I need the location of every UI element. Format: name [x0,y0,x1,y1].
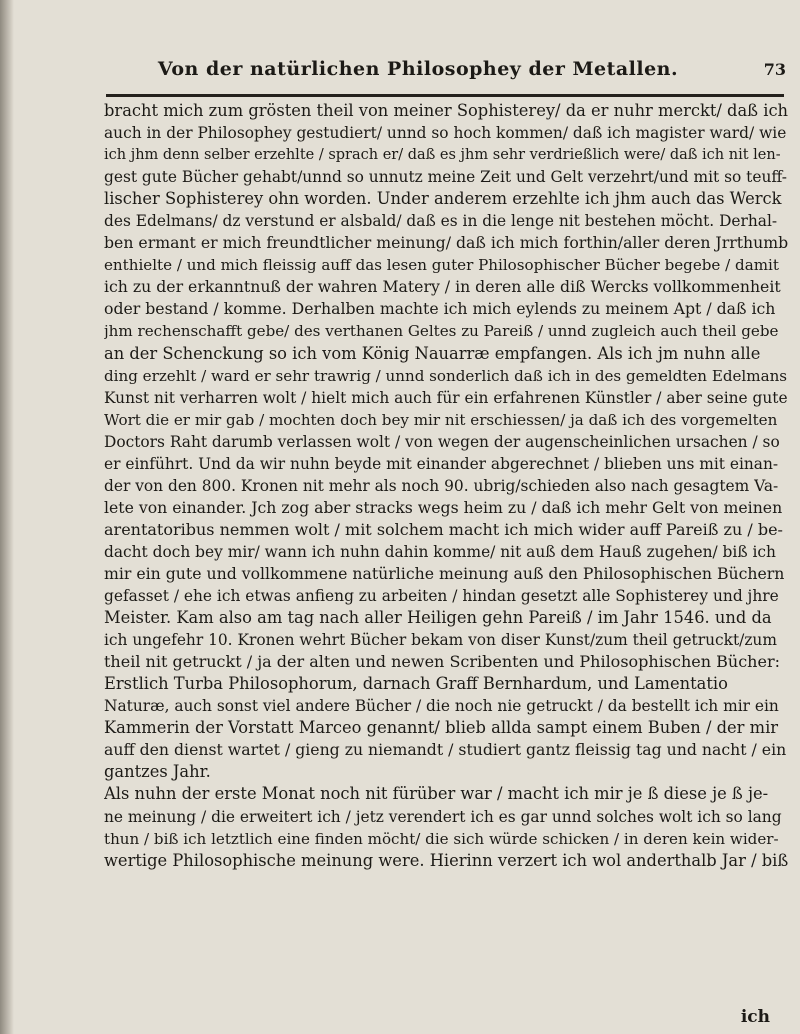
text-line: lete von einander. Jch zog aber stracks wegs heim zu / daß ich mehr Gelt von meinen [104,497,783,517]
book-spine-shadow [0,0,14,1034]
text-line: ich jhm denn selber erzehlte / sprach er/ daß es jhm sehr verdrießlich were/ daß ich nit len- [104,147,781,164]
text-line: Wort die er mir gab / mochten doch bey mir nit erschiessen/ ja daß ich des vorgemelten [104,410,778,429]
text-line: Naturæ, auch sonst viel andere Bücher / die noch nie getruckt / da bestellt ich mir ein [104,697,779,716]
text-line: ich zu der erkanntnuß der wahren Matery / in deren alle diß Wercks vollkommenheit [104,277,781,297]
text-line: gefasset / ehe ich etwas anfieng zu arbeiten / hindan gesetzt alle Sophisterey und jhre [104,587,779,606]
text-line: thun / biß ich letztlich eine finden möcht/ die sich würde schicken / in deren kein wider- [104,829,779,848]
text-line: arentatoribus nemmen wolt / mit solchem macht ich mich wider auff Pareiß zu / be- [104,519,783,539]
text-line: gest gute Bücher gehabt/unnd so unnutz meine Zeit und Gelt verzehrt/und mit so teuff- [104,168,787,187]
text-line: gantzes Jahr. [104,762,211,782]
text-line: theil nit getruckt / ja der alten und newen Scribenten und Philosophischen Bücher: [104,652,780,672]
text-line: Meister. Kam also am tag nach aller Heiligen gehn Pareiß / im Jahr 1546. und da [104,608,772,628]
header-rule [106,94,784,97]
text-line: lischer Sophisterey ohn worden. Under anderem erzehlte ich jhm auch das Werck [104,189,782,209]
text-line: auch in der Philosophey gestudiert/ unnd so hoch kommen/ daß ich magister ward/ wie [104,124,787,143]
catchword: ich [740,1007,770,1027]
page-number: 73 [763,60,786,79]
text-line: ben ermant er mich freundtlicher meinung/ daß ich mich forthin/aller deren Jrrthumb [104,233,788,253]
text-line: auff den dienst wartet / gieng zu niemandt / studiert gantz fleissig tag und nacht / ein [104,740,787,760]
text-line: jhm rechenschafft gebe/ des verthanen Geltes zu Pareiß / unnd zugleich auch theil gebe [104,322,779,341]
text-line: dacht doch bey mir/ wann ich nuhn dahin komme/ nit auß dem Hauß zugehen/ biß ich [104,542,776,561]
text-line: ich ungefehr 10. Kronen wehrt Bücher bekam von diser Kunst/zum theil getruckt/zum [104,631,777,650]
text-line: Als nuhn der erste Monat noch nit fürüber war / macht ich mir je ß diese je ß je- [104,784,769,804]
text-line: des Edelmans/ dz verstund er alsbald/ daß es in die lenge nit bestehen möcht. Derhal- [104,212,778,231]
text-line: ne meinung / die erweitert ich / jetz verendert ich es gar unnd solches wolt ich so lang [104,807,782,826]
text-line: Kunst nit verharren wolt / hielt mich auch für ein erfahrenen Künstler / aber seine gute [104,388,788,407]
text-line: Kammerin der Vorstatt Marceo genannt/ blieb allda sampt einem Buben / der mir [104,718,779,738]
text-line: der von den 800. Kronen nit mehr als noch 90. ubrig/schieden also nach gesagtem Va- [104,476,779,495]
running-head: Von der natürlichen Philosophey der Metallen. [157,58,679,80]
text-line: ding erzehlt / ward er sehr trawrig / unnd sonderlich daß ich in des gemeldten Edelmans [104,366,788,385]
text-line: enthielte / und mich fleissig auff das lesen guter Philosophischer Bücher begebe / damit [104,256,779,275]
text-line: mir ein gute und vollkommene natürliche meinung auß den Philosophischen Büchern [104,563,785,583]
body-text [104,100,788,872]
text-line: er einführt. Und da wir nuhn beyde mit einander abgerechnet / blieben uns mit einan- [104,454,779,473]
text-line: Erstlich Turba Philosophorum, darnach Graff Bernhardum, und Lamentatio [104,674,728,694]
page-header [110,56,786,92]
text-line: Doctors Raht darumb verlassen wolt / von wegen der augenscheinlichen ursachen / so [104,432,780,451]
text-line: oder bestand / komme. Derhalben machte ich mich eylends zu meinem Apt / daß ich [104,299,776,319]
text-line: wertige Philosophische meinung were. Hierinn verzert ich wol anderthalb Jar / biß [104,850,788,870]
text-line: bracht mich zum grösten theil von meiner Sophisterey/ da er nuhr merckt/ daß ich [104,101,788,120]
text-line: an der Schenckung so ich vom König Nauarræ empfangen. Als ich jm nuhn alle [104,343,761,363]
